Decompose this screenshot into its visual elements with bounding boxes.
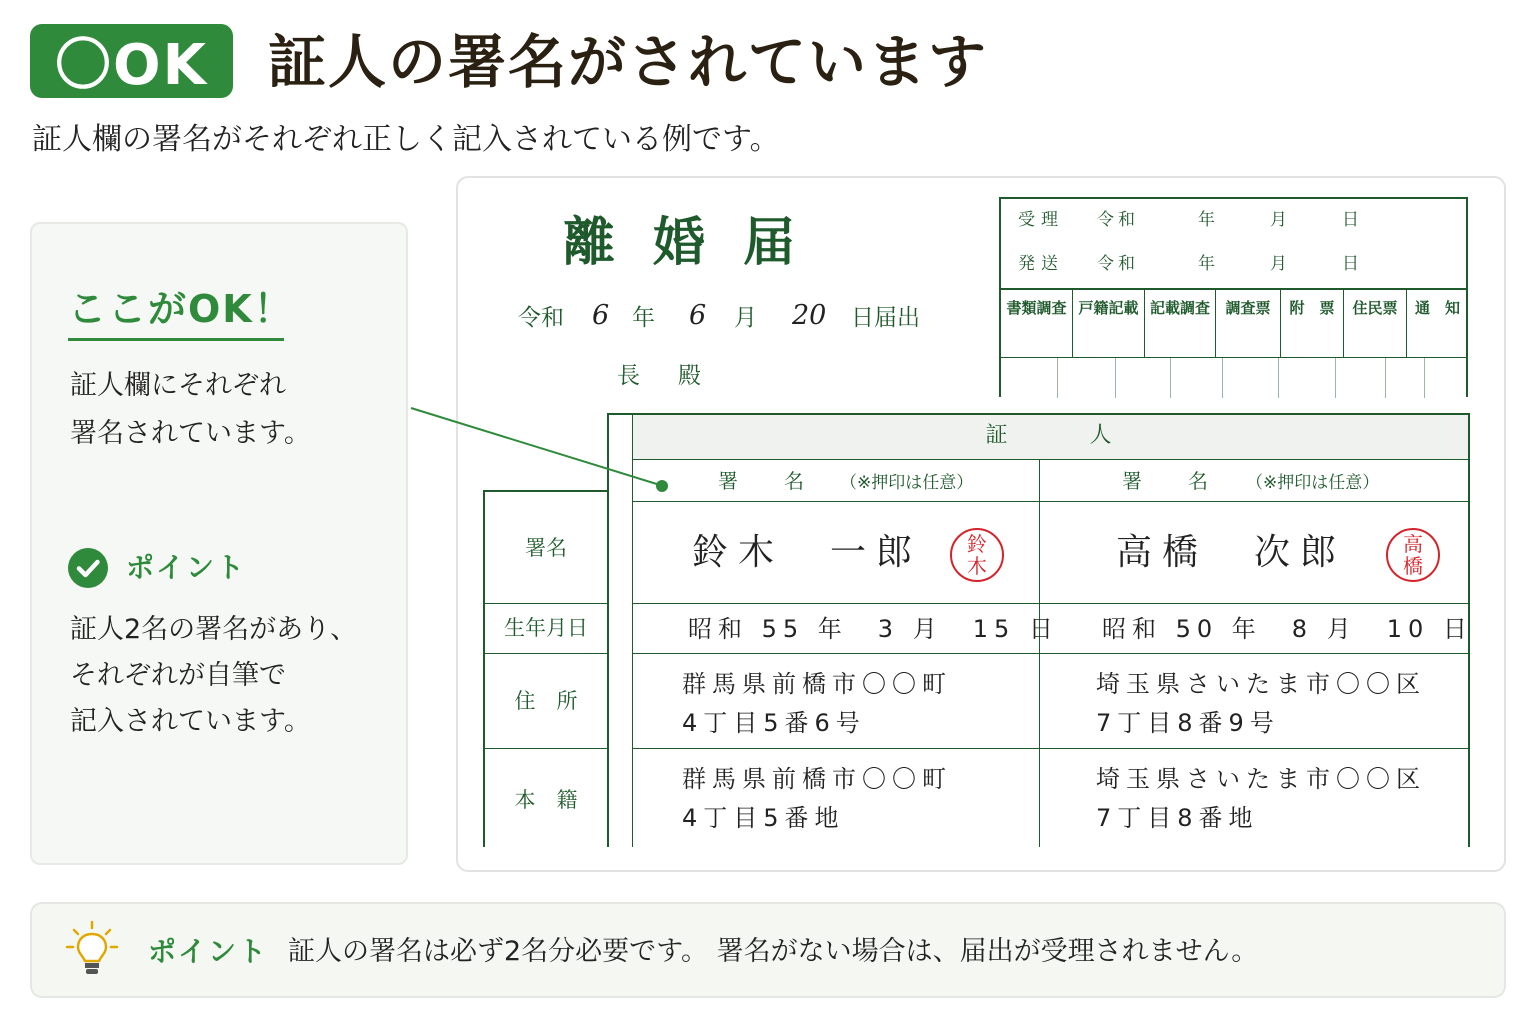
witness-1-address-line: 群馬県前橋市〇〇町 xyxy=(682,670,952,698)
filing-date-year: 6 xyxy=(592,300,610,331)
office-year-unit: 年 xyxy=(1198,210,1215,230)
office-day-unit: 日 xyxy=(1342,210,1359,230)
witness-2-address-line: 7丁目8番9号 xyxy=(1096,709,1280,737)
filing-date-day-unit: 日届出 xyxy=(851,305,920,331)
row-label-domicile: 本 籍 xyxy=(514,788,578,812)
seal-optional-note: （※押印は任意） xyxy=(840,473,974,493)
filing-date-month-unit: 月 xyxy=(734,305,757,331)
witness-header-label: 証 人 xyxy=(985,423,1116,448)
office-sent-label: 発送 xyxy=(1018,254,1064,274)
witness-1-signature: 鈴木 一郎 xyxy=(692,532,923,573)
office-era: 令和 xyxy=(1097,254,1139,274)
point-description-line: 記入されています。 xyxy=(70,706,311,737)
witness-1-address-line: 4丁目5番6号 xyxy=(682,709,866,737)
ok-description-line: 証人欄にそれぞれ xyxy=(70,370,286,401)
signature-column-label: 署 名 xyxy=(718,469,806,493)
seal-character: 木 xyxy=(967,554,987,578)
office-era: 令和 xyxy=(1097,210,1139,230)
seal-character: 高 xyxy=(1403,532,1423,556)
recipient-label: 長殿 xyxy=(617,363,739,389)
filing-date-day: 20 xyxy=(792,300,827,331)
filing-date-month: 6 xyxy=(689,300,707,331)
witness-2-domicile-line: 7丁目8番地 xyxy=(1096,804,1259,832)
form-title: 離婚届 xyxy=(563,213,834,273)
lightbulb-icon xyxy=(64,920,120,980)
point-description-line: それぞれが自筆で xyxy=(70,660,286,691)
row-label-address: 住 所 xyxy=(514,689,578,713)
ok-heading: ここがOK！ xyxy=(68,287,294,331)
signature-column-label: 署 名 xyxy=(1122,469,1210,493)
seal-character: 鈴 xyxy=(967,532,987,556)
witness-1-domicile-line: 4丁目5番地 xyxy=(682,804,845,832)
witness-2-address-line: 埼玉県さいたま市〇〇区 xyxy=(1096,670,1426,698)
witness-1-birthdate: 昭和 55 年 3 月 15 日 xyxy=(688,615,1059,643)
office-column-label: 書類調査 xyxy=(1006,299,1067,317)
filing-date-era: 令和 xyxy=(518,305,564,331)
bottom-point-label: ポイント xyxy=(148,935,269,968)
witness-1-domicile-line: 群馬県前橋市〇〇町 xyxy=(682,765,952,793)
witness-2-signature: 高橋 次郎 xyxy=(1116,532,1347,573)
bottom-point-text: 証人の署名は必ず2名分必要です。 署名がない場合は、届出が受理されません。 xyxy=(288,936,1259,967)
point-description-line: 証人2名の署名があり、 xyxy=(70,614,358,645)
office-month-unit: 月 xyxy=(1270,254,1287,274)
office-column-label: 調査票 xyxy=(1225,299,1271,317)
office-day-unit: 日 xyxy=(1342,254,1359,274)
row-label-birthdate: 生年月日 xyxy=(504,616,588,640)
witness-2-domicile-line: 埼玉県さいたま市〇〇区 xyxy=(1096,765,1426,793)
office-month-unit: 月 xyxy=(1270,210,1287,230)
office-column-label: 附 票 xyxy=(1289,299,1335,317)
office-column-label: 通 知 xyxy=(1414,299,1460,317)
page-subtitle: 証人欄の署名がそれぞれ正しく記入されている例です。 xyxy=(32,122,780,157)
ok-description-line: 署名されています。 xyxy=(70,418,311,449)
witness-2-birthdate: 昭和 50 年 8 月 10 日 xyxy=(1102,615,1473,643)
office-column-label: 記載調査 xyxy=(1149,299,1210,317)
office-column-label: 住民票 xyxy=(1352,299,1398,317)
office-column-label: 戸籍記載 xyxy=(1078,299,1139,317)
seal-character: 橋 xyxy=(1403,554,1423,578)
office-received-label: 受理 xyxy=(1018,210,1064,230)
seal-optional-note: （※押印は任意） xyxy=(1246,473,1380,493)
filing-date-year-unit: 年 xyxy=(632,305,655,331)
point-heading: ポイント xyxy=(126,551,247,584)
office-year-unit: 年 xyxy=(1198,254,1215,274)
page-title: 証人の署名がされています xyxy=(268,28,989,96)
row-label-signature: 署名 xyxy=(525,536,567,560)
ok-badge: 〇OK xyxy=(30,24,233,98)
